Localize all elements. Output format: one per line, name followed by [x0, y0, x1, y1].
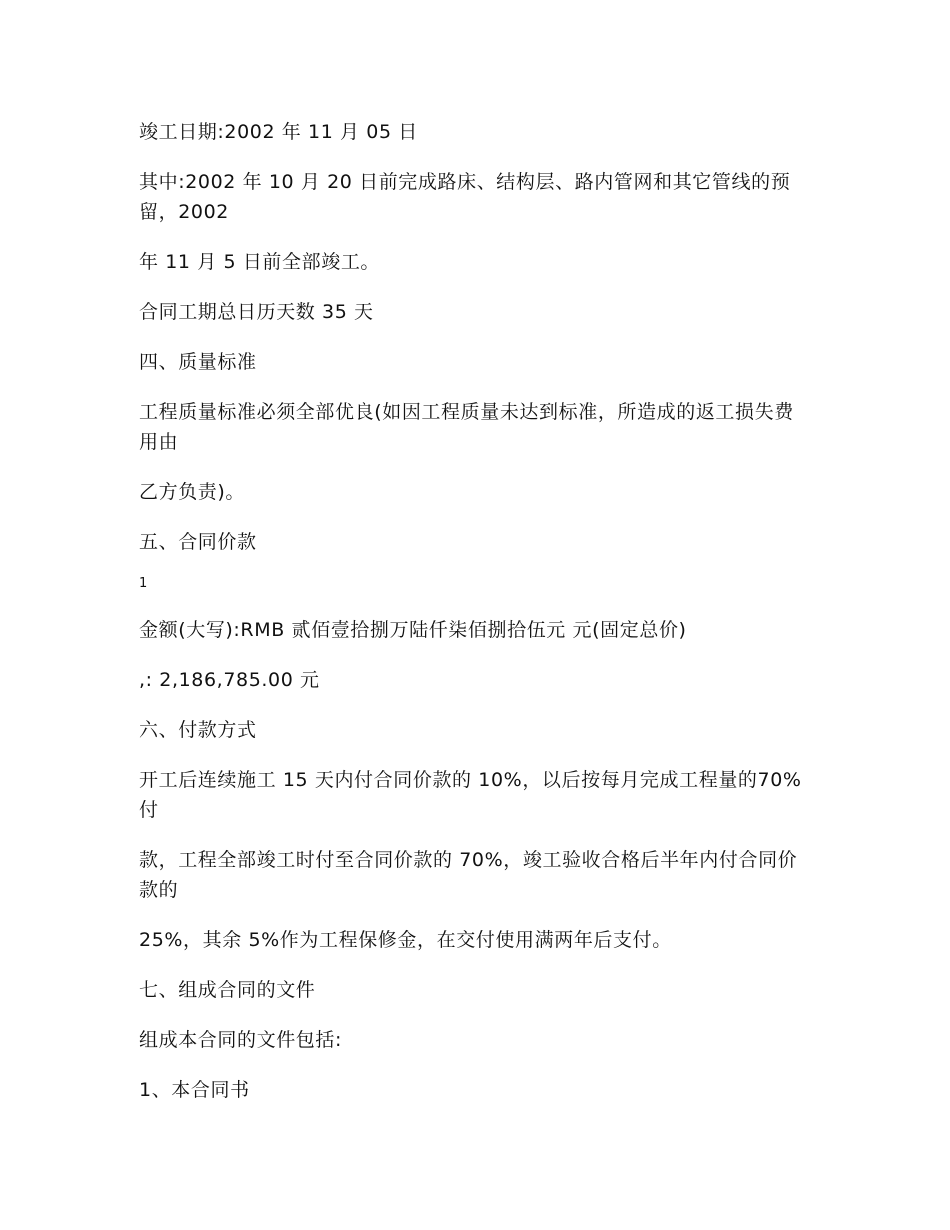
section-heading-documents: 七、组成合同的文件 [139, 979, 316, 1001]
payment-paragraph-3: 25%，其余 5%作为工程保修金，在交付使用满两年后支付。 [139, 929, 672, 951]
payment-paragraph-2: 款，工程全部竣工时付至合同价款的 70%，竣工验收合格后半年内付合同价款的 [139, 849, 798, 901]
section-heading-quality: 四、质量标准 [139, 351, 257, 373]
documents-intro-line: 组成本合同的文件包括: [139, 1029, 343, 1051]
section-heading-price: 五、合同价款 [139, 531, 257, 553]
payment-paragraph-1: 开工后连续施工 15 天内付合同价款的 10%，以后按每月完成工程量的70%付 [139, 769, 802, 821]
completion-date-line: 竣工日期:2002 年 11 月 05 日 [139, 121, 418, 143]
amount-in-words-line: 金额(大写):RMB 贰佰壹拾捌万陆仟柒佰捌拾伍元 元(固定总价) [139, 619, 687, 641]
section-heading-payment: 六、付款方式 [139, 719, 257, 741]
quality-standard-paragraph: 工程质量标准必须全部优良(如因工程质量未达到标准，所造成的返工损失费用由 [139, 401, 794, 453]
page-number: 1 [139, 576, 148, 591]
total-duration-line: 合同工期总日历天数 35 天 [139, 301, 374, 323]
document-list-item-1: 1、本合同书 [139, 1079, 250, 1101]
milestone-paragraph: 其中:2002 年 10 月 20 日前完成路床、结构层、路内管网和其它管线的预留，2002 [139, 171, 791, 223]
amount-in-figures-line: ,: 2,186,785.00 元 [139, 669, 320, 691]
quality-responsibility-line: 乙方负责)。 [139, 481, 246, 503]
final-completion-line: 年 11 月 5 日前全部竣工。 [139, 251, 381, 273]
document-body [139, 117, 809, 1125]
